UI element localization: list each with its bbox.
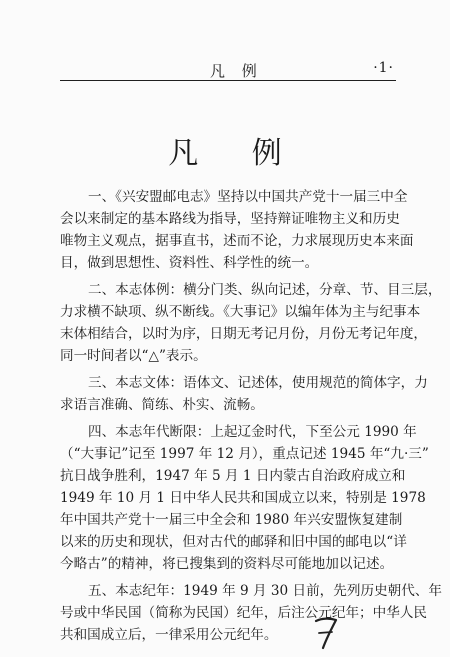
running-header [60,58,398,80]
paragraph-2-line-1: 二、本志体例：横分门类、纵向记述，分章、节、目三层， [88,282,442,298]
paragraph-1-line-3: 唯物主义观点，据事直书，述而不论，力求展现历史本来面 [60,233,414,249]
running-title: 凡 例 [210,62,263,80]
paragraph-4-line-5: 年中国共产党十一届三中全会和 1980 年兴安盟恢复建制 [60,512,403,528]
paragraph-1-line-1: 一、《兴安盟邮电志》坚持以中国共产党十一届三中全 [88,189,408,205]
paragraph-2-line-3: 末体相结合，以时为序，日期无考记月份，月份无考记年度， [60,326,428,342]
paragraph-4-line-1: 四、本志年代断限：上起辽金时代，下至公元 1990 年 [88,424,417,440]
paragraph-4-line-7: 今略古”的精神，将已搜集到的资料尽可能地加以记述。 [60,556,394,572]
paragraph-5-line-3: 共和国成立后，一律采用公元纪年。 [60,627,278,643]
page-number: ·1· [373,60,394,76]
section-title: 凡 例 [168,136,304,171]
header-rule [60,80,396,81]
paragraph-4-line-3: 抗日战争胜利，1947 年 5 月 1 日内蒙古自治政府成立和 [60,468,406,484]
paragraph-2-line-4: 同一时间者以“△”表示。 [60,348,207,364]
paragraph-5-line-1: 五、本志纪年：1949 年 9 月 30 日前，先列历史朝代、年 [88,583,443,599]
paragraph-3-line-2: 求语言准确、简练、朴实、流畅。 [60,397,264,413]
paragraph-1-line-2: 会以来制定的基本路线为指导，坚持辩证唯物主义和历史 [60,211,400,227]
paragraph-4-line-4: 1949 年 10 月 1 日中华人民共和国成立以来，特别是 1978 [60,490,426,506]
paragraph-3-line-1: 三、本志文体：语体文、记述体，使用规范的简体字，力 [88,375,428,391]
paragraph-4-line-6: 以来的历史和现状，但对古代的邮驿和旧中国的邮电以“详 [60,534,407,550]
paragraph-1-line-4: 目，做到思想性、资料性、科学性的统一。 [60,255,319,271]
paragraph-5-line-2: 号或中华民国（简称为民国）纪年，后注公元纪年；中华人民 [60,605,428,621]
paragraph-4-line-2: （“大事记”记至 1997 年 12 月），重点记述 1945 年“九·三” [60,446,429,462]
handwritten-mark [311,612,341,652]
paragraph-2-line-2: 力求横不缺项、纵不断线。《大事记》以编年体为主与纪事本 [60,304,421,320]
